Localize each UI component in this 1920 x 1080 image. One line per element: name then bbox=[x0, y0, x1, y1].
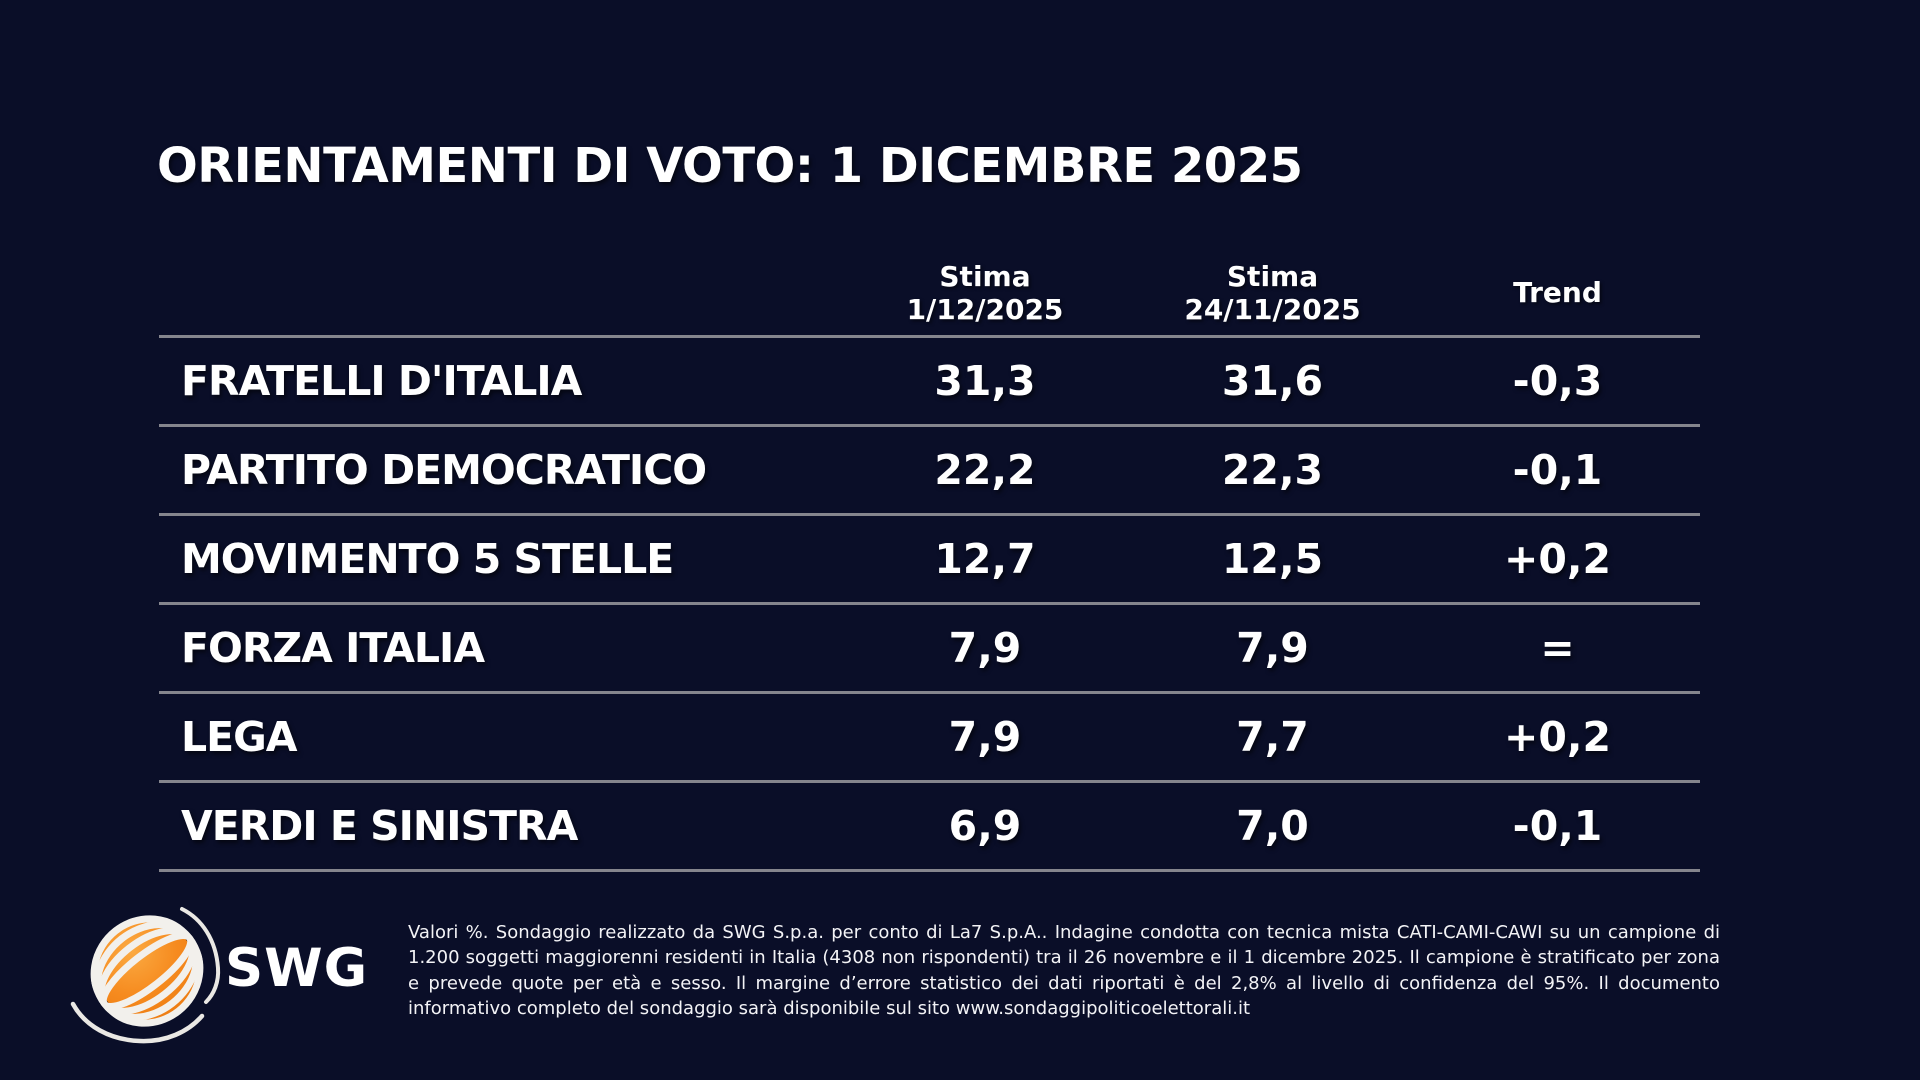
trend-value: +0,2 bbox=[1504, 535, 1611, 583]
trend-value: +0,2 bbox=[1504, 713, 1611, 761]
party-name: PARTITO DEMOCRATICO bbox=[181, 446, 707, 494]
table-row bbox=[159, 338, 1700, 427]
table-row bbox=[159, 694, 1700, 783]
swg-logo bbox=[68, 906, 378, 1046]
table-row bbox=[159, 427, 1700, 516]
stima-previous-value: 22,3 bbox=[1221, 446, 1324, 494]
stima-previous-value: 7,9 bbox=[1236, 624, 1309, 672]
globe-icon bbox=[73, 906, 221, 1044]
table-row bbox=[159, 783, 1700, 872]
stima-previous-value: 7,0 bbox=[1236, 802, 1309, 850]
trend-value: -0,1 bbox=[1512, 446, 1603, 494]
poll-table bbox=[159, 240, 1700, 872]
stima-previous-header bbox=[1130, 260, 1415, 326]
stima-previous-value: 7,7 bbox=[1236, 713, 1309, 761]
table-header-row bbox=[159, 240, 1700, 338]
stima-current-header-line2: 1/12/2025 bbox=[906, 292, 1064, 326]
party-name: VERDI E SINISTRA bbox=[181, 802, 578, 850]
stima-current-header-line1: Stima bbox=[939, 259, 1031, 293]
stima-current-value: 31,3 bbox=[934, 357, 1036, 405]
stima-previous-value: 12,5 bbox=[1221, 535, 1324, 583]
party-name: FORZA ITALIA bbox=[181, 624, 485, 672]
stima-current-value: 6,9 bbox=[948, 802, 1022, 850]
trend-value: -0,1 bbox=[1512, 802, 1603, 850]
stima-previous-value: 31,6 bbox=[1221, 357, 1324, 405]
stima-current-value: 7,9 bbox=[948, 624, 1022, 672]
stima-current-value: 22,2 bbox=[934, 446, 1036, 494]
table-row bbox=[159, 605, 1700, 694]
logo-text: SWG bbox=[225, 938, 369, 999]
trend-value: = bbox=[1540, 624, 1575, 672]
stima-previous-header-line2: 24/11/2025 bbox=[1184, 292, 1361, 326]
trend-value: -0,3 bbox=[1512, 357, 1603, 405]
page-title: ORIENTAMENTI DI VOTO: 1 DICEMBRE 2025 bbox=[157, 138, 1303, 194]
stima-current-value: 7,9 bbox=[948, 713, 1022, 761]
table-row bbox=[159, 516, 1700, 605]
stima-previous-header-line1: Stima bbox=[1226, 259, 1319, 293]
party-name: MOVIMENTO 5 STELLE bbox=[181, 535, 674, 583]
party-name: FRATELLI D'ITALIA bbox=[181, 357, 582, 405]
disclaimer-text: Valori %. Sondaggio realizzato da SWG S.p.a. per conto di La7 S.p.A.. Indagine condotta con tecnica mista CATI-CAMI-CAWI su un campione di 1.200 soggetti maggiorenni residenti in Italia (4308 non rispondenti) tra il 26 novembre e il 1 dicembre 2025. Il campione è stratificato per zona e prevede quote per età e sesso. Il margine d’errore statistico dei dati riportati è del 2,8% al livello di confidenza del 95%. Il documento informativo completo del sondaggio sarà disponibile sul sito www.sondaggipoliticoelettorali.it bbox=[408, 922, 1720, 1019]
trend-header: Trend bbox=[1513, 276, 1602, 309]
party-name: LEGA bbox=[181, 713, 297, 761]
stima-current-header bbox=[840, 260, 1130, 326]
stima-current-value: 12,7 bbox=[934, 535, 1036, 583]
